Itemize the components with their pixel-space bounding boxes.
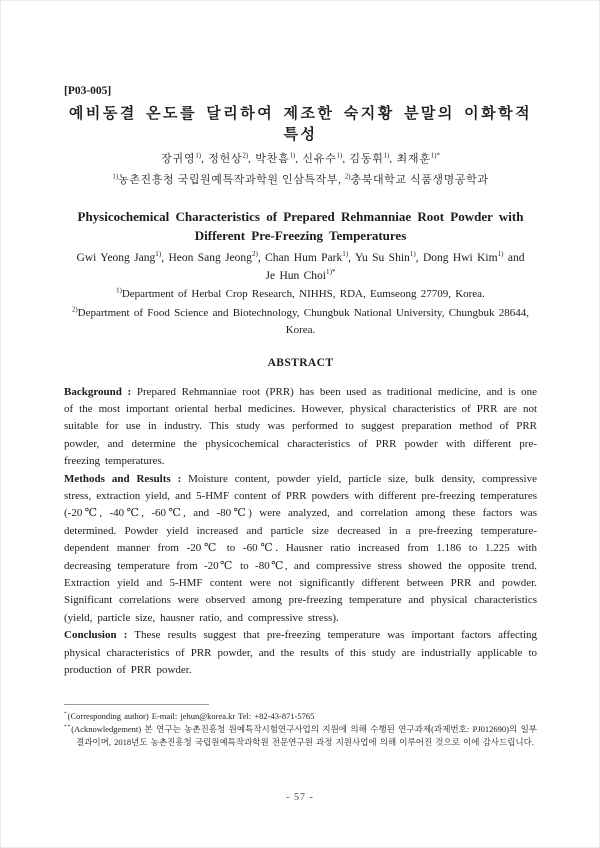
english-affiliation-1 xyxy=(64,286,537,304)
korean-author xyxy=(255,153,302,165)
english-author xyxy=(265,252,355,264)
author-separator: , xyxy=(342,153,350,165)
section-label: Conclusion : xyxy=(64,629,135,642)
author-name: Je Hun Choi xyxy=(265,269,326,282)
author-superscript: 1) xyxy=(336,152,343,160)
affiliation-superscript: 1) xyxy=(112,173,119,181)
english-authors-line2 xyxy=(64,268,537,286)
author-name: Gwi Yeong Jang xyxy=(76,252,156,264)
english-author xyxy=(168,252,265,264)
author-separator: and xyxy=(503,252,525,264)
author-name: Heon Sang Jeong xyxy=(168,252,252,264)
footnote-marker: * xyxy=(64,711,68,718)
affiliation-text: Department of Herbal Crop Research, NIHHS, RDA, Eumseong 27709, Korea. xyxy=(121,288,485,300)
footnote-marker: ** xyxy=(64,724,72,731)
korean-author xyxy=(349,153,396,165)
section-label: Methods and Results : xyxy=(64,472,189,485)
affiliation-text: 농촌진흥청 국립원예특작과학원 인삼특작부 xyxy=(118,174,339,186)
paper-id: [P03-005] xyxy=(64,85,112,97)
author-superscript: 1) xyxy=(409,250,416,259)
author-name: 최재훈 xyxy=(396,153,431,165)
footnote-text: (Corresponding author) E-mail: jehun@korea.kr Tel: +82-43-871-5765 xyxy=(67,711,315,721)
author-separator: , xyxy=(161,252,169,264)
abstract-section-background xyxy=(64,384,537,471)
author-separator: , xyxy=(389,153,397,165)
author-superscript: 1) xyxy=(289,152,296,160)
author-separator: , xyxy=(257,252,266,264)
abstract-section-conclusion xyxy=(64,627,537,679)
korean-title: 예비동결 온도를 달리하여 제조한 숙지황 분말의 이화학적 특성 xyxy=(68,106,533,143)
footnote-corresponding-author xyxy=(64,710,537,723)
english-affiliation-2 xyxy=(64,305,537,340)
author-name: 박찬흠 xyxy=(255,153,290,165)
author-name: 장귀영 xyxy=(161,153,196,165)
author-separator: , xyxy=(201,153,209,165)
page-number: - 57 - xyxy=(286,792,314,803)
section-text: Prepared Rehmanniae root (PRR) has been used as traditional medicine, and is one of the most important oriental herbal medicines. However, physical characteristics of PRR are not suitable for use in industry. This study was performed to suggest preparation method of PRR powder, and determine the physicochemical characteristics of PRR powder with different pre-freezing temperatures. xyxy=(64,385,538,468)
author-separator: , xyxy=(295,153,303,165)
affiliation-text: 충북대학교 식품생명공학과 xyxy=(350,174,489,186)
korean-author xyxy=(161,153,208,165)
author-name: Dong Hwi Kim xyxy=(422,252,498,264)
english-author xyxy=(423,252,524,264)
author-name: Yu Su Shin xyxy=(355,252,410,264)
section-text: Moisture content, powder yield, particle size, bulk density, compressive stress, extraction yield, and 5-HMF content of PRR powders with different pre-freezing temperatures (-20℃, -40℃, -60℃, and -80℃) were analyzed, and correlation among these factors was determined. Powder yield increased and particle size decreased in a pre-freezing temperature-dependent manner from -20℃ to -60℃. Hausner ratio increased from 1.186 to 1.225 with decreasing temperature from -20℃ to -80℃, and compressive stress showed the opposite trend. Extraction yield and 5-HMF content were not significantly different between PRR and powder. Significant correlations were observed among pre-freezing temperature and physical characteristics (yield, particle size, hausner ratio, and compressive stress). xyxy=(64,472,537,624)
affiliation-superscript: 2) xyxy=(71,305,78,313)
english-authors xyxy=(64,250,537,285)
author-name: 신유수 xyxy=(302,153,337,165)
author-name: 정헌상 xyxy=(208,153,243,165)
affiliation-superscript: 2) xyxy=(344,173,351,181)
author-name: 김동휘 xyxy=(349,153,384,165)
english-title-line1: Physicochemical Characteristics of Prepared Rehmanniae Root Powder with xyxy=(77,209,524,224)
author-superscript: 1) xyxy=(342,250,349,259)
korean-author xyxy=(302,153,349,165)
english-author xyxy=(265,267,336,282)
footnotes xyxy=(64,704,537,750)
footnote-divider xyxy=(64,704,209,705)
english-author xyxy=(355,252,423,264)
author-separator: , xyxy=(415,252,423,264)
author-superscript: 1)* xyxy=(326,267,336,276)
footnote-acknowledgement xyxy=(64,723,537,749)
korean-affiliation xyxy=(112,174,344,186)
author-separator: , xyxy=(348,252,355,264)
english-title-line2: Different Pre-Freezing Temperatures xyxy=(194,227,407,243)
page-content xyxy=(64,1,537,679)
affiliation-separator: , xyxy=(338,174,345,186)
author-superscript: 2) xyxy=(242,152,249,160)
abstract-heading: ABSTRACT xyxy=(267,356,334,369)
author-name: Chan Hum Park xyxy=(265,252,343,264)
section-label: Background : xyxy=(64,385,137,398)
korean-author xyxy=(208,153,255,165)
korean-affiliations-line xyxy=(64,171,537,187)
author-superscript: 2) xyxy=(251,250,258,259)
korean-authors-line xyxy=(64,150,537,166)
affiliation-text: Department of Food Science and Biotechnology, Chungbuk National University, Chungbuk 28644, Korea. xyxy=(77,306,530,336)
abstract-section-methods-results xyxy=(64,471,537,628)
author-superscript: 1) xyxy=(383,152,390,160)
author-separator: , xyxy=(248,153,256,165)
section-text: These results suggest that pre-freezing temperature was important factors affecting physical characteristics of PRR powder, and the results of this study are industrially applicable to production of PRR powder. xyxy=(64,629,537,676)
korean-affiliation xyxy=(345,174,489,186)
abstract-body xyxy=(64,384,537,680)
author-superscript: 1) xyxy=(155,250,162,259)
korean-author xyxy=(397,153,440,165)
author-superscript: 1) xyxy=(497,250,504,259)
english-authors-line1 xyxy=(64,250,537,268)
affiliation-superscript: 1) xyxy=(116,287,122,295)
english-author xyxy=(77,252,169,264)
author-superscript: 1) xyxy=(195,152,202,160)
footnote-text: (Acknowledgement) 본 연구는 농촌진흥청 원예특작시험연구사업의 지원에 의해 수행된 연구과제(과제번호: PJ012690)의 일부 결과이며, 2018년도 농촌진흥청 국립원예특작과학원 전문연구원 과정 지원사업에 의해 이루어진 것으로 이에 감사드립니다. xyxy=(71,724,537,748)
english-title xyxy=(64,208,537,245)
author-superscript: 1)* xyxy=(430,152,440,160)
